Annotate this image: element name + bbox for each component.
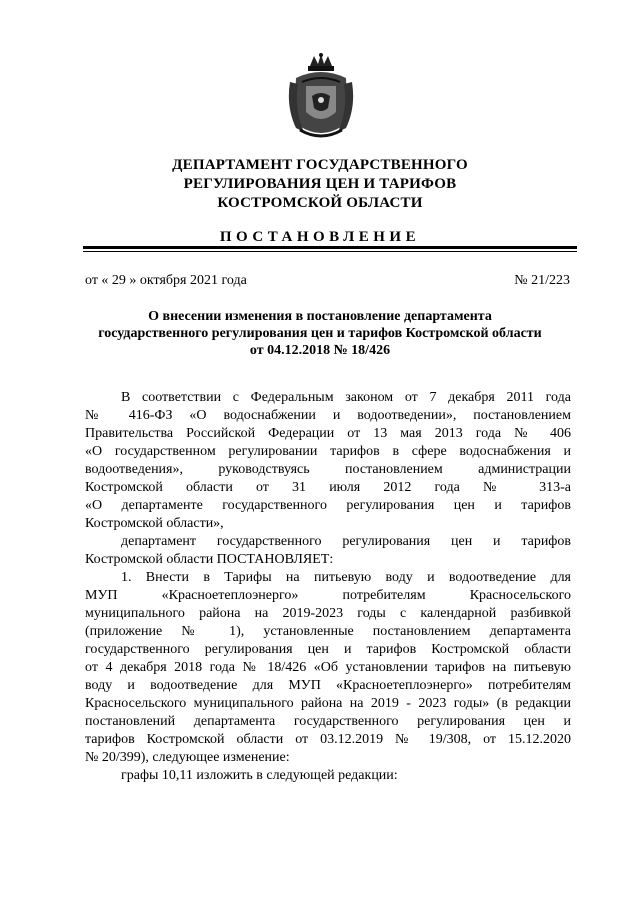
document-type-heading: ПОСТАНОВЛЕНИЕ <box>219 229 421 245</box>
text-line: 1. Внести в Тарифы на питьевую воду и водоотведение для <box>121 570 571 585</box>
document-date: от « 29 » октября 2021 года <box>85 273 247 288</box>
subject-line: от 04.12.2018 № 18/426 <box>249 343 391 358</box>
text-line: В соответствии с Федеральным законом от 7 декабря 2011 года <box>121 390 571 405</box>
text-line: «О департаменте государственного регулирования цен и тарифов <box>85 498 571 513</box>
text-line: МУП «Красноетеплоэнерго» потребителям Красносельского <box>85 588 571 603</box>
header-divider-thin <box>83 251 577 252</box>
text-line: тарифов Костромской области от 03.12.2019 № 19/308, от 15.12.2020 <box>85 732 571 747</box>
text-line: муниципального района на 2019-2023 годы с календарной разбивкой <box>85 606 571 621</box>
paragraph-item-1 <box>85 569 571 767</box>
text-line: Костромской области», <box>85 516 224 531</box>
document-number: № 21/223 <box>514 273 570 288</box>
text-line: Красносельского муниципального района на 2019 - 2023 годы» (в редакции <box>85 696 571 711</box>
department-line: КОСТРОМСКОЙ ОБЛАСТИ <box>217 195 423 211</box>
department-title <box>0 156 640 213</box>
text-line: водоотведения», руководствуясь постановлением администрации <box>85 462 571 477</box>
text-line: департамент государственного регулирования цен и тарифов <box>121 534 571 549</box>
text-line: «О государственном регулировании тарифов в сфере водоснабжения и <box>85 444 571 459</box>
header-divider-thick <box>83 246 577 249</box>
text-line: постановлений департамента государственного регулирования цен и <box>85 714 571 729</box>
department-line: РЕГУЛИРОВАНИЯ ЦЕН И ТАРИФОВ <box>183 176 457 192</box>
subject-line: государственного регулирования цен и тарифов Костромской области <box>98 326 542 341</box>
text-line: № 20/399), следующее изменение: <box>85 750 290 765</box>
paragraph-resolves <box>85 533 571 569</box>
text-line: государственного регулирования цен и тарифов Костромской области <box>85 642 571 657</box>
coat-of-arms-icon <box>282 52 360 144</box>
text-line: (приложение № 1), установленные постановлением департамента <box>85 624 571 639</box>
text-line: от 4 декабря 2018 года № 18/426 «Об установлении тарифов на питьевую <box>85 660 571 675</box>
document-subject <box>0 308 640 359</box>
department-line: ДЕПАРТАМЕНТ ГОСУДАРСТВЕННОГО <box>172 157 468 173</box>
paragraph-columns: графы 10,11 изложить в следующей редакции: <box>121 768 398 783</box>
document-body <box>85 389 571 785</box>
text-line: воду и водоотведение для МУП «Красноетеплоэнерго» потребителям <box>85 678 571 693</box>
text-line: Костромской области от 31 июля 2012 года № 313-а <box>85 480 571 495</box>
text-line: Костромской области ПОСТАНОВЛЯЕТ: <box>85 552 334 567</box>
text-line: № 416-ФЗ «О водоснабжении и водоотведении», постановлением <box>85 408 571 423</box>
text-line: Правительства Российской Федерации от 13 мая 2013 года № 406 <box>85 426 571 441</box>
paragraph-legal-basis <box>85 389 571 533</box>
subject-line: О внесении изменения в постановление департамента <box>148 309 492 324</box>
